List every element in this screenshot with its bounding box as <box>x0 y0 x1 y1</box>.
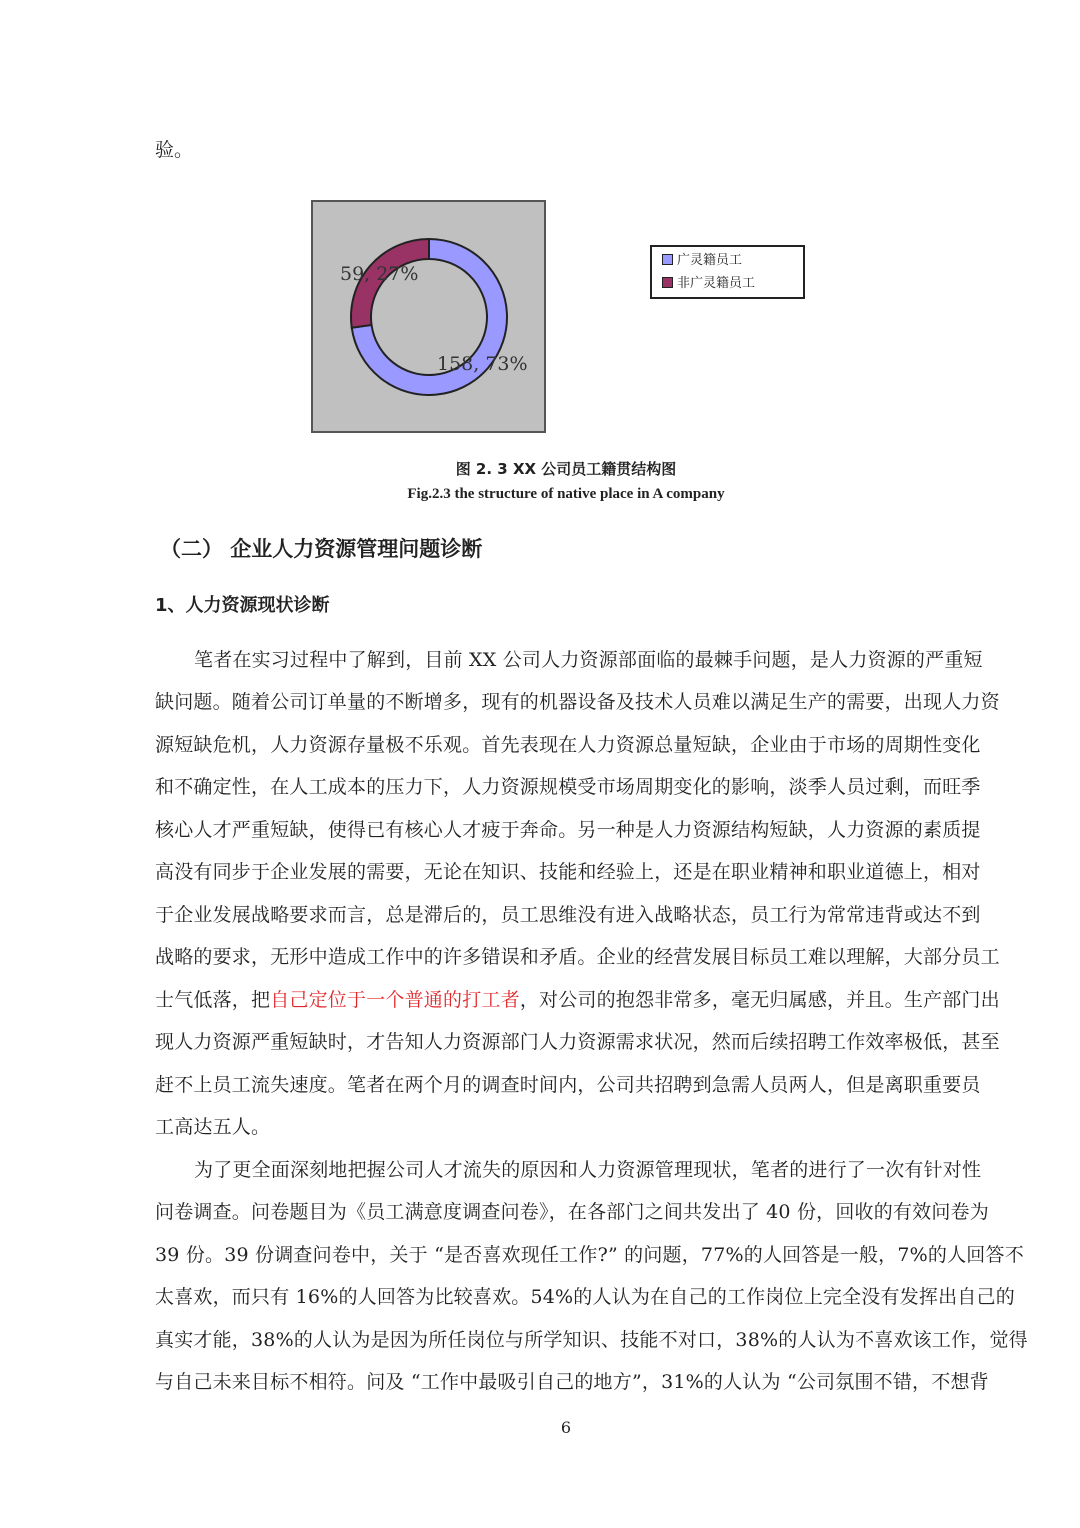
paragraph-1-line-6: 高没有同步于企业发展的需要，无论在知识、技能和经验上，还是在职业精神和职业道德上，相对 <box>155 861 981 883</box>
paragraph-1-line-1: 笔者在实习过程中了解到，目前 XX 公司人力资源部面临的最棘手问题，是人力资源的严重短 <box>194 649 983 671</box>
paragraph-1-line-3: 源短缺危机，人力资源存量极不乐观。首先表现在人力资源总量短缺，企业由于市场的周期性变化 <box>155 734 981 756</box>
paragraph-1-line-9 <box>155 988 1000 1012</box>
paragraph-1-line-11: 赶不上员工流失速度。笔者在两个月的调查时间内，公司共招聘到急需人员两人，但是离职重要员 <box>155 1074 981 1096</box>
figure-caption-en: Fig.2.3 the structure of native place in A company <box>407 486 725 502</box>
paragraph-2-line-2: 问卷调查。问卷题目为《员工满意度调查问卷》，在各部门之间共发出了 40 份，回收的有效问卷为 <box>155 1201 989 1223</box>
paragraph-1-line-2: 缺问题。随着公司订单量的不断增多，现有的机器设备及技术人员难以满足生产的需要，出现人力资 <box>155 691 1000 713</box>
paragraph-2-line-6: 与自己未来目标不相符。问及 “工作中最吸引自己的地方”，31%的人认为 “公司氛围不错，不想背 <box>155 1371 989 1393</box>
highlighted-phrase: 自己定位于一个普通的打工者 <box>270 989 520 1011</box>
paragraph-1-line-4: 和不确定性，在人工成本的压力下，人力资源规模受市场周期变化的影响，淡季人员过剩，而旺季 <box>155 776 981 798</box>
doughnut-chart <box>313 202 544 431</box>
paragraph-1-line-10: 现人力资源严重短缺时，才告知人力资源部门人力资源需求状况，然而后续招聘工作效率极低，甚至 <box>155 1031 1000 1053</box>
paragraph-2-line-5: 真实才能，38%的人认为是因为所任岗位与所学知识、技能不对口，38%的人认为不喜欢该工作，觉得 <box>155 1329 1028 1351</box>
top-fragment: 验。 <box>155 139 194 161</box>
page-number: 6 <box>560 1418 572 1437</box>
legend-swatch-0 <box>662 254 673 265</box>
paragraph-2-line-1: 为了更全面深刻地把握公司人才流失的原因和人力资源管理现状，笔者的进行了一次有针对性 <box>194 1159 982 1181</box>
paragraph-1-line-12: 工高达五人。 <box>155 1116 271 1138</box>
legend-item-1 <box>662 275 755 293</box>
subsection-heading: 1、人力资源现状诊断 <box>155 595 330 616</box>
legend-item-0 <box>662 252 742 270</box>
section-heading: （二） 企业人力资源管理问题诊断 <box>160 537 483 561</box>
paragraph-1-line-5: 核心人才严重短缺，使得已有核心人才疲于奔命。另一种是人力资源结构短缺，人力资源的素质提 <box>155 819 981 841</box>
chart-legend <box>650 245 805 299</box>
paragraph-1-line-9-a: 士气低落，把 <box>155 989 271 1011</box>
paragraph-1-line-8: 战略的要求，无形中造成工作中的许多错误和矛盾。企业的经营发展目标员工难以理解，大部分员工 <box>155 946 1000 968</box>
paragraph-2-line-4: 太喜欢，而只有 16%的人回答为比较喜欢。54%的人认为在自己的工作岗位上完全没有发挥出自己的 <box>155 1286 1015 1308</box>
paragraph-2-line-3: 39 份。39 份调查问卷中，关于 “是否喜欢现任工作?” 的问题，77%的人回答是一般，7%的人回答不 <box>155 1244 1024 1266</box>
data-label-series-0: 158, 73% <box>437 353 528 375</box>
data-label-series-1: 59, 27% <box>340 263 419 285</box>
legend-swatch-1 <box>662 277 673 288</box>
paragraph-1-line-7: 于企业发展战略要求而言，总是滞后的，员工思维没有进入战略状态，员工行为常常违背或达不到 <box>155 904 981 926</box>
figure-caption-zh: 图 2. 3 XX 公司员工籍贯结构图 <box>455 460 677 478</box>
legend-label-1: 非广灵籍员工 <box>677 276 756 291</box>
chart-plot-area <box>311 200 546 433</box>
legend-label-0: 广灵籍员工 <box>677 253 743 268</box>
paragraph-1-line-9-b: ，对公司的抱怨非常多，毫无归属感，并且。生产部门出 <box>519 989 1000 1011</box>
